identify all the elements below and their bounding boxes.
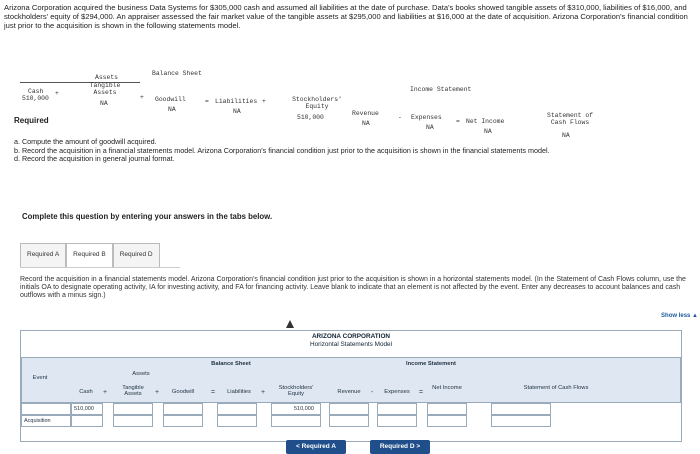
instructions-text: Record the acquisition in a financial statements model. Arizona Corporation's financial condition just prior to the acquisition is shown in a horizontal statements model. (In the Statement of Cash Flows column, use the initials OA to designate operating activity, IA for investing activity, and FA for financing activity. Leave blank to indicate that an element is not affected by the event. Enter any decreases to account balances and cash outflows with a minus sign.) [20, 276, 686, 299]
income-statement-title: Income Statement [410, 86, 472, 93]
liabilities-label: Liabilities [215, 98, 258, 105]
cursor-arrow-icon [286, 320, 294, 328]
model-balance-title: Balance Sheet [211, 361, 251, 367]
complete-prompt: Complete this question by entering your answers in the tabs below. [22, 212, 273, 221]
goodwill-label: Goodwill [155, 96, 186, 103]
model-plus-3: + [261, 389, 266, 396]
row1-cash-cell [71, 403, 103, 415]
acq-scf-input[interactable] [492, 423, 550, 433]
next-required-button[interactable]: Required D > [370, 440, 430, 454]
acq-revenue-input[interactable] [330, 423, 368, 433]
row1-revenue-cell [329, 403, 369, 415]
balance-sheet-title: Balance Sheet [152, 70, 202, 77]
model-company: ARIZONA CORPORATION [311, 333, 391, 340]
equals-1: = [205, 98, 209, 105]
acq-tangible-input[interactable] [114, 423, 152, 433]
row1-se-value: 510,000 [294, 406, 314, 412]
statements-model [20, 330, 682, 442]
minus-1: - [398, 114, 402, 121]
plus-3: + [262, 98, 266, 105]
problem-text: Arizona Corporation acquired the business Data Systems for $305,000 cash and assumed all liabilities at the date of purchase. Data's books showed tangible assets of $310,000, liabilities of $16,000, and stockholders' equity of $294,000. An appraiser assessed the fair market value of the tangible assets at $295,000 and liabilities at $16,000 at the date of acquisition. Arizona Corporation's financial condition just prior to the acquisition is shown in the following statements model. [4, 3, 688, 31]
row2-liabilities-input[interactable] [217, 415, 257, 427]
expenses-label: Expenses [411, 114, 442, 121]
row2-se-input[interactable] [271, 415, 321, 427]
row1-se-cell [271, 403, 321, 415]
tab-required-d[interactable]: Required D [113, 243, 160, 267]
plus-1: + [55, 90, 59, 97]
row1-tangible-cell [113, 403, 153, 415]
net-income-label: Net Income [466, 118, 505, 125]
row2-net-income-input[interactable] [427, 415, 467, 427]
acq-liabilities-input[interactable] [218, 423, 256, 433]
row1-net-income-cell [427, 403, 467, 415]
row2-scf-input[interactable] [491, 415, 551, 427]
row2-event-label: Acquisition [24, 418, 51, 424]
stockholders-label: Stockholders' Equity [292, 96, 342, 110]
tab-required-a[interactable]: Required A [20, 243, 66, 267]
model-cash-header: Cash [79, 389, 93, 395]
required-list [14, 138, 574, 164]
model-event-header: Event [32, 375, 48, 381]
model-tangible-header: Tangible Assets [122, 385, 144, 397]
row1-goodwill-cell [163, 403, 203, 415]
model-goodwill-header: Goodwill [171, 389, 195, 395]
required-b: b. Record the acquisition in a financial statements model. Arizona Corporation's financial condition just prior to the acquisition is shown in the financial statements model. [14, 145, 550, 155]
acq-net-income-input[interactable] [428, 423, 466, 433]
show-less-link[interactable]: Show less ▲ [661, 313, 698, 319]
acq-goodwill-input[interactable] [164, 423, 202, 433]
net-income-value: NA [484, 128, 492, 135]
required-d: d. Record the acquisition in general journal format. [14, 154, 175, 164]
tab-required-b[interactable]: Required B [66, 243, 113, 267]
revenue-label: Revenue [352, 110, 379, 117]
model-equals-2: = [419, 389, 424, 396]
row2-expenses-input[interactable] [377, 415, 417, 427]
model-plus-2: + [155, 389, 160, 396]
model-se-header: Stockholders' Equity [278, 385, 314, 397]
revenue-value: NA [362, 120, 370, 127]
model-net-income-header: Net Income [432, 385, 462, 391]
model-scf-header: Statement of Cash Flows [523, 385, 589, 391]
model-minus-1: - [371, 389, 374, 396]
acq-expenses-input[interactable] [378, 423, 416, 433]
acq-cash-input[interactable] [72, 423, 102, 433]
row2-cash-input[interactable] [71, 415, 103, 427]
goodwill-value: NA [168, 106, 176, 113]
cash-value: 510,000 [22, 95, 49, 102]
required-a: a. Compute the amount of goodwill acquired. [14, 137, 157, 146]
model-income-title: Income Statement [406, 361, 456, 367]
model-equals-1: = [211, 389, 216, 396]
tab-row [20, 243, 180, 268]
scf-value: NA [562, 132, 570, 139]
required-heading: Required [14, 116, 49, 125]
stockholders-value: 510,000 [297, 114, 324, 121]
tangible-value: NA [100, 100, 108, 107]
row1-liabilities-cell [217, 403, 257, 415]
assets-header: Assets [95, 74, 119, 81]
scf-label: Statement of Cash Flows [546, 112, 594, 126]
plus-2: + [140, 94, 144, 101]
row1-scf-cell [491, 403, 551, 415]
model-assets-title: Assets [132, 371, 150, 377]
row2-event-cell [21, 415, 71, 427]
row1-event-cell [21, 403, 71, 415]
expenses-value: NA [426, 124, 434, 131]
row2-tangible-input[interactable] [113, 415, 153, 427]
tangible-label: Tangible Assets [89, 82, 121, 96]
model-plus-1: + [103, 389, 108, 396]
model-revenue-header: Revenue [337, 389, 361, 395]
cash-label: Cash [28, 88, 44, 95]
model-liabilities-header: Liabilities [227, 389, 251, 395]
equals-2: = [456, 118, 460, 125]
acq-se-input[interactable] [272, 423, 320, 433]
row2-revenue-input[interactable] [329, 415, 369, 427]
prev-required-button[interactable]: < Required A [286, 440, 346, 454]
row1-expenses-cell [377, 403, 417, 415]
liabilities-value: NA [233, 108, 241, 115]
row2-goodwill-input[interactable] [163, 415, 203, 427]
row1-cash-value: 510,000 [74, 406, 94, 412]
model-title: Horizontal Statements Model [309, 341, 393, 348]
model-expenses-header: Expenses [384, 389, 410, 395]
